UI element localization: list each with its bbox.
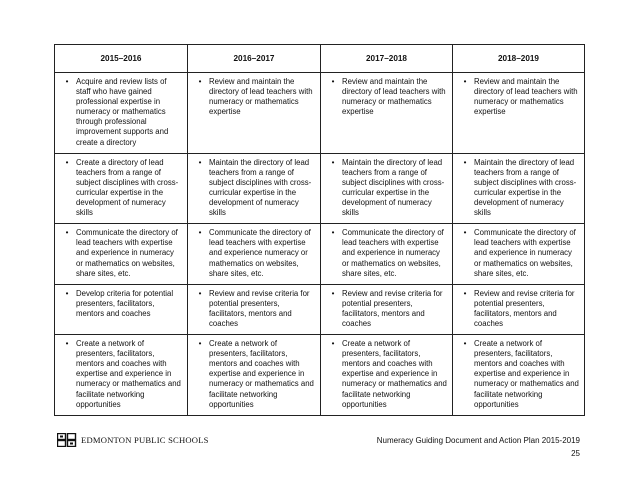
bullet-icon: • bbox=[65, 157, 69, 167]
cell-text: Communicate the directory of lead teachers with expertise and experience in numeracy or mathematics on websites, share sites, etc. bbox=[342, 228, 444, 278]
cell-text: Communicate the directory of lead teachers with expertise and experience in numeracy or mathematics on websites, share sites, etc. bbox=[474, 228, 576, 278]
table-cell bbox=[188, 335, 321, 416]
table-cell bbox=[55, 73, 188, 154]
bullet-icon: • bbox=[463, 77, 467, 86]
column-header: 2015–2016 bbox=[55, 45, 188, 73]
table-cell bbox=[453, 224, 585, 284]
column-header: 2018–2019 bbox=[453, 45, 585, 73]
table-cell bbox=[321, 335, 453, 416]
column-header: 2017–2018 bbox=[321, 45, 453, 73]
table-cell bbox=[55, 224, 188, 284]
table-cell bbox=[453, 73, 585, 154]
cell-text: Review and revise criteria for potential presenters, facilitators, mentors and coaches bbox=[474, 288, 575, 328]
table-row bbox=[55, 73, 585, 154]
table-cell bbox=[321, 73, 453, 154]
eps-logo-icon bbox=[57, 433, 77, 447]
bullet-icon: • bbox=[198, 228, 202, 238]
bullet-icon: • bbox=[331, 228, 335, 238]
cell-text: Create a network of presenters, facilitators, mentors and coaches with expertise and experience in numeracy or mathematics and facilitate networking opportunities bbox=[474, 339, 579, 409]
bullet-icon: • bbox=[65, 228, 69, 238]
table-cell bbox=[453, 284, 585, 334]
cell-text: Communicate the directory of lead teachers with expertise and experience in numeracy or mathematics on websites, share sites, etc. bbox=[76, 228, 178, 278]
cell-text: Develop criteria for potential presenters, facilitators, mentors and coaches bbox=[76, 288, 174, 318]
cell-text: Communicate the directory of lead teachers with expertise and experience numeracy or mathematics on websites, share sites, etc. bbox=[209, 228, 311, 278]
bullet-icon: • bbox=[463, 339, 467, 349]
org-name: EDMONTON PUBLIC SCHOOLS bbox=[81, 435, 209, 445]
cell-text: Acquire and review lists of staff who have gained professional expertise in numeracy or mathematics through professional improvement supports and create a directory bbox=[76, 77, 169, 147]
table-cell bbox=[321, 153, 453, 224]
table-row bbox=[55, 224, 585, 284]
table-cell bbox=[453, 335, 585, 416]
table-row bbox=[55, 335, 585, 416]
bullet-icon: • bbox=[331, 288, 335, 298]
cell-text: Maintain the directory of lead teachers from a range of subject disciplines with cross-curricular expertise in the development of numeracy skills bbox=[209, 157, 312, 218]
table-cell bbox=[321, 284, 453, 334]
bullet-icon: • bbox=[65, 339, 69, 349]
table-cell bbox=[188, 73, 321, 154]
bullet-icon: • bbox=[65, 77, 69, 86]
bullet-icon: • bbox=[331, 77, 335, 86]
cell-text: Maintain the directory of lead teachers from a range of subject disciplines with cross-curricular expertise in the development of numeracy skills bbox=[474, 157, 577, 218]
table-cell bbox=[188, 153, 321, 224]
bullet-icon: • bbox=[198, 339, 202, 349]
bullet-icon: • bbox=[65, 288, 69, 298]
table-row bbox=[55, 284, 585, 334]
table-cell bbox=[453, 153, 585, 224]
cell-text: Maintain the directory of lead teachers from a range of subject disciplines with cross-curricular expertise in the development of numeracy skills bbox=[342, 157, 445, 218]
bullet-icon: • bbox=[463, 228, 467, 238]
cell-text: Review and maintain the directory of lead teachers with numeracy or mathematics expertise bbox=[474, 77, 578, 117]
table-cell bbox=[55, 335, 188, 416]
bullet-icon: • bbox=[198, 77, 202, 86]
cell-text: Review and revise criteria for potential presenters, facilitators, mentors and coaches bbox=[209, 288, 310, 328]
table-cell bbox=[188, 284, 321, 334]
action-plan-table bbox=[54, 44, 585, 416]
page-number: 25 bbox=[571, 449, 580, 458]
bullet-icon: • bbox=[198, 288, 202, 298]
table-cell bbox=[188, 224, 321, 284]
column-header: 2016–2017 bbox=[188, 45, 321, 73]
table-cell bbox=[321, 224, 453, 284]
cell-text: Create a network of presenters, facilitators, mentors and coaches with expertise and experience in numeracy or mathematics and facilitate networking opportunities bbox=[342, 339, 447, 409]
cell-text: Create a network of presenters, facilitators, mentors and coaches with expertise and experience in numeracy or mathematics and facilitate networking opportunities bbox=[76, 339, 181, 409]
bullet-icon: • bbox=[463, 288, 467, 298]
cell-text: Review and maintain the directory of lead teachers with numeracy or mathematics expertise bbox=[209, 77, 313, 117]
cell-text: Review and revise criteria for potential presenters, facilitators, mentors and coaches bbox=[342, 288, 443, 328]
footer-logo bbox=[57, 433, 209, 447]
bullet-icon: • bbox=[463, 157, 467, 167]
bullet-icon: • bbox=[331, 339, 335, 349]
bullet-icon: • bbox=[331, 157, 335, 167]
document-title: Numeracy Guiding Document and Action Plan 2015-2019 bbox=[376, 436, 580, 445]
table-row bbox=[55, 153, 585, 224]
bullet-icon: • bbox=[198, 157, 202, 167]
table-header-row bbox=[55, 45, 585, 73]
cell-text: Create a directory of lead teachers from a range of subject disciplines with cross-curricular expertise in the development of numeracy skills bbox=[76, 157, 179, 218]
table-cell bbox=[55, 284, 188, 334]
cell-text: Review and maintain the directory of lead teachers with numeracy or mathematics expertise bbox=[342, 77, 446, 117]
table-cell bbox=[55, 153, 188, 224]
cell-text: Create a network of presenters, facilitators, mentors and coaches with expertise and experience in numeracy or mathematics and facilitate networking opportunities bbox=[209, 339, 314, 409]
